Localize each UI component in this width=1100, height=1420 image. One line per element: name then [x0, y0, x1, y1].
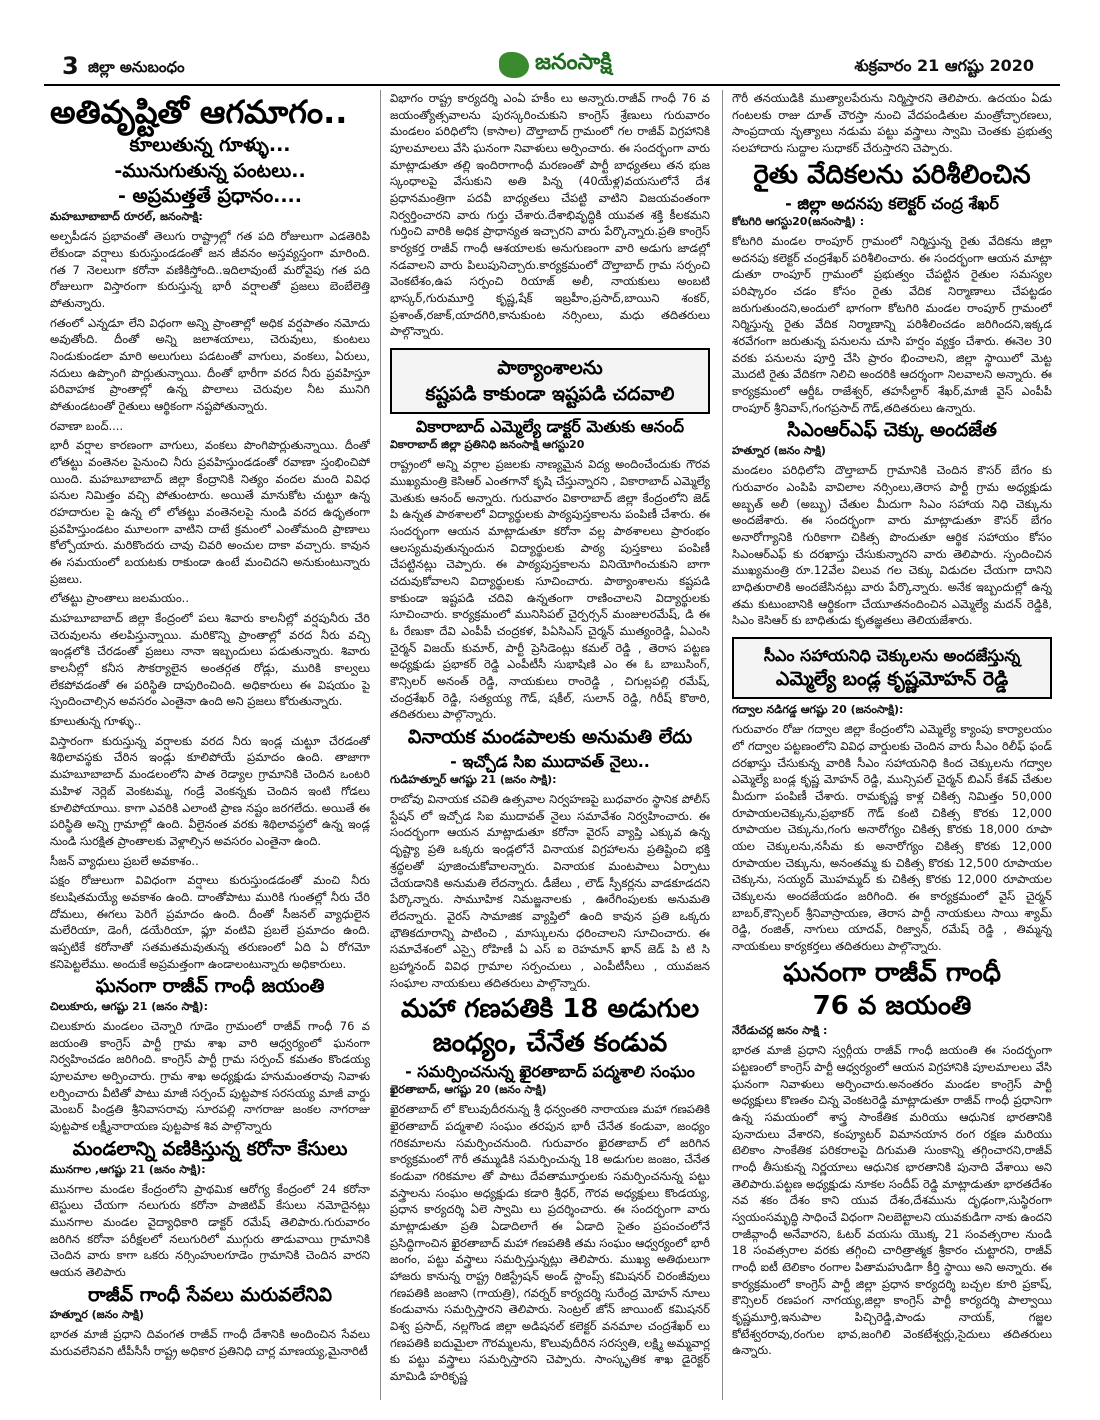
article-paragraph: సీజన్ వ్యాధులు ప్రబలే అవకాశం..	[50, 853, 199, 868]
dateline: మునగాల ,ఆగష్టు 21 (జనం సాక్షి):	[50, 1162, 206, 1176]
article-paragraph: రాష్ట్రంలో అన్ని వర్గాల ప్రజలకు నాణ్యమైన విద్య అందించేందుకు గౌరవ ముఖ్యమంత్రి కెసిఆర్ ఎంతగానో కృషి చేస్తున్నారని , వికారాబాద్ ఎమ్మెల్యే మెతుకు ఆనంద్ అన్నారు. గురువారం వికారాబాద్ జిల్లా కేంద్రంలోని జెడ్ పి ఉన్నత పాఠశాలలో విద్యార్థులకు పాఠ్యపుస్తకాలను పంపిణీ చేశారు. ఈ సందర్భంగా ఆయన మాట్లాడుతూ కరోనా వల్ల పాఠశాలలు ప్రారంభం ఆలస్యమవుతున్నందున విద్యార్థులకు పాఠ్య పుస్తకాలు పంపిణీ చేపట్టినట్లు చెప్పారు. ఈ పాఠ్యపుస్తకాలను వినియోగించుకుని బాగా చదువుకోవాలని విద్యార్థులకు సూచించారు. పాఠ్యాంశాలను కష్టపడి కాకుండా ఇష్టపడి చదివి ఉన్నతంగా రాణించాలని విద్యార్థులకు సూచించారు. కార్యక్రమంలో మునిసిపల్ చైర్పర్సన్ మంజులరమేష్, డి ఈ ఓ రేణుకా దేవి ఎంపీపీ చంద్రకళ, పిఏసిఎస్ చైర్మన్ ముత్యంరెడ్డి, ఏఎంసి చైర్మన్ విజయ్ కుమార్, పార్టీ ప్రెసిడెంట్లు కమల్ రెడ్డి , తెరాస పట్టణ అధ్యక్షుడు ప్రభాకర్ రెడ్డి ఎంపీటీసీ సుభాషిణి ఎం ఈ ఓ బాబుసింగ్, కౌన్సిలర్ అనంత్ రెడ్డి, నాయకులు రాంరెడ్డి , చిగుల్లపల్లి రమేష్, చంద్రశేఖర్ రెడ్డి, సత్యయ్య గౌడ్, షకీల్, సులాన్ రెడ్డి, గిరీష్ కొఠారి, తదితరులు పాల్గొన్నారు.	[390, 457, 710, 722]
article-paragraph: కోటగిరి మండల రాంపూర్ గ్రామంలో నిర్మిస్తున్న రైతు వేదికను జిల్లా అదనపు కలెక్టర్ చంద్రశేఖర్ పరిశీలించారు. ఈ సందర్భంగా ఆయన మాట్లా డుతూ రాంపూర్ గ్రామంలో ప్రభుత్వం చేపట్టిన రైతుల సమస్యల పరిష్కారం చడం కోసం రైతు వేదిక నిర్మాణాలు చేపట్టడం జరుగుతుందని,అందులో భాగంగా కోటగిరి మండల రాంపూర్ గ్రామంలో నిర్మిస్తున్న రైతు వేదిక నిర్మాణాన్ని పరిశీలించడం జరిగిందని,ఇక్కడ శరవేగంగా జరుతున్న పనులను చూసి హర్షం వ్యక్తం చేశారు. ఈనెల 30 వరకు పనులను పూర్తి చేసి ప్రారం భించాలని, జిల్లా స్థాయిలో మెట్ట మొదటి రైతు వేదికగా నిలిచి అందరికి ఆదర్శంగా నిలవాలని అన్నారు. ఈ కార్యక్రమంలో ఆర్డీఓ రాజేశ్వర్, తహసీల్దార్ శేఖర్,మాజీ వైస్ ఎంపీపీ రాంపూర్ శ్రీనివాస్,గంగప్రసాద్ గౌడ్,తదితరులు ఉన్నారు.	[732, 233, 1052, 415]
newspaper-logo	[499, 50, 612, 80]
headline: ఘనంగా రాజీవ్ గాంధీ జయంతి	[95, 975, 325, 998]
column-divider	[380, 90, 381, 1400]
article-paragraph: భారీ వర్షాల కారణంగా వాగులు, వంకలు పొంగిపొర్లుతున్నాయి. దీంతో లోతట్టు వంతెనల పైనుంచి నీరు ప్రవహిస్తుండడంతో రవాణా స్తంభించిపో యింది. మహబూబాబాద్ జిల్లా కేంద్రానికి నిత్యం వందల మంది వివిధ పనుల నిమిత్తం వచ్చి పోతుంటారు. అయితే మానుకోట చుట్టూ ఉన్న రహదారుల పై ఉన్న లో లోతట్టు వంతెనలపై నుండి వరద ఉధృతంగా ప్రవహిస్తుండటం మూలంగా వాటిని దాటే క్రమంలో ఎంతోమంది ప్రాణాలు కోల్పోయారు. మరికొందరు చావు చివరి అంచుల దాకా వచ్చారు. కావున ఈ సమయంలో బయటకు రాకుండా ఉంటే మంచిదని అనుకుంటున్నారు ప్రజలు.	[50, 438, 370, 586]
article-paragraph: గౌరీ తనయుడికి ముత్యాలపేరును నిర్మిస్తారని తెలిపారు. ఉదయం ఏడు గంటలకు రాజు దూత్ చౌరస్తా నుంచి వేదపండితుల మంత్రోచ్ఛారణలు, సాంప్రదాయ నృత్యాలు నడుమ పట్టు వస్త్రాలు స్వామి చెంతకు ప్రభుత్వ సలహాదారు సుద్దాల సుధాకర్ చేరుస్తారని చెప్పారు.	[732, 91, 1052, 156]
article-paragraph: గతంలో ఎన్నడూ లేని విధంగా అన్ని ప్రాంతాల్లో అధిక వర్షపాతం నమోదు అవుతోంది. దీంతో అన్ని జలాశయాలు, చెరువులు, కుంటలు నిండుకుండలా మారి అలుగులు పడటంతో వాగులు, వంకలు, ఏరులు, నదులు ఉప్పొంగి పొర్లుతున్నాయి. దీంతో భారీగా వరద నీరు ప్రవహిస్తూ పరివాహక ప్రాంతాల్లో ఉన్న పొలాలు చెరువుల నీట మునిగి పోతుండటంతో రైతులు ఆర్థికంగా నష్టపోతున్నారు.	[50, 315, 370, 414]
subheadline: - ఇచ్చోడ సిఐ ముదావత్ నైలు..	[450, 751, 650, 771]
headline: మండలాన్ని వణికిస్తున్న కరోనా కేసులు	[72, 1137, 348, 1160]
article-paragraph: విభాగం రాష్ట్ర కార్యదర్శి ఎంఏ హకీం లు అన్నారు.రాజీవ్ గాంధీ 76 వ జయంత్యోత్సవాలను పురస్కరించుకుని కాంగ్రెస్ శ్రేణులు గురువారం మండలం పరిధిలోని (కాసాల) దౌల్తాబాద్ గ్రామంలో గల రాజీవ్ విగ్రహానికి పూలమాలలు వేసి ఘనంగా నివాళులు అర్పించారు. ఈ సందర్భంగా వారు మాట్లాడుతూ తల్లి ఇందిరాగాంధీ మరణంతో పార్టీ బాధ్యతలు తన భుజ స్కంధాలపై వేసుకుని అతి పిన్న (40యేళ్ల)వయసులోనే దేశ ప్రధానమంత్రిగా పదవీ బాధ్యతలు చేపట్టి వాటిని విజయవంతంగా నిర్వర్తించారని వారు గుర్తు చేశారు.దేశాభివృద్ధికి యువత శక్తి కీలకమని గుర్తించి వారికి అధిక ప్రాధాన్యత ఇచ్చారని వారు పేర్కొన్నారు.ప్రతి కాంగ్రెస్ కార్యకర్త రాజీవ్ గాంధీ ఆశయాలకు అనుగుణంగా వారి అడుగు జాడల్లో నడవాలని వారు పిలుపునిచ్చారు.కార్యక్రమంలో దౌల్తాబాద్ గ్రామ సర్పంచి వెంకటేశం,ఉప సర్పంచి రియాజ్ అలీ, నాయకులు అంబటి భాస్కర్,గురుమూర్తి కృష్ణ,షేక్ ఇబ్రహీం,ప్రసాద్,బాయిని శంకర్, ప్రశాంత్,రజాక్,యాదగిరి,కానుకుంట నర్సింలు, మధు తదితరులు పాల్గొన్నారు.	[390, 91, 710, 339]
article-paragraph: మహబూబాబాద్ జిల్లా కేంద్రంలో పలు శివారు కాలనీల్లో వర్షపునీరు చేరి చెరువులను తలపిస్తున్నాయి. మరికొన్ని ప్రాంతాల్లో వరద నీరు వచ్చి ఇండ్లలోకి చేరడంతో ప్రజలు నానా ఇబ్బందులు పడుతున్నారు. శివారు కాలనీల్లో కనీస సౌకర్యాలైన అంతర్గత రోడ్లు, మురికి కాల్వలు లేకపోవడంతో ఈ పరిస్థితి దాపురించింది. అధికారులు ఈ విషయం పై స్పందించాల్సిన అవసరం ఎంతైనా ఉంది అని ప్రజలు కోరుతున్నారు.	[50, 611, 370, 709]
map-logo-icon	[499, 52, 529, 78]
headline: రాజీవ్ గాంధీ సేవలు మరువలేనివి	[87, 1283, 333, 1306]
headline: మహా గణపతికి 18 అడుగుల	[400, 994, 700, 1025]
article-paragraph: రవాణా బంద్....	[50, 418, 124, 433]
column-divider	[722, 90, 723, 1400]
issue-date: శుక్రవారం 21 ఆగష్టు 2020	[854, 56, 1034, 75]
column-2	[390, 90, 710, 1410]
dateline: నేరేడుచర్ల జనం సాక్షి :	[732, 1024, 828, 1038]
subheadline: వికారాబాద్ ఎమ్మెల్యే డాక్టర్ మెతుకు ఆనంద్	[415, 416, 685, 436]
headline: పాఠ్యాంశాలను	[497, 357, 603, 380]
dateline: గద్వాల నడిగడ్డ ఆగష్టు 20 (జనంసాక్షి):	[732, 703, 904, 717]
page-number: 3	[62, 52, 79, 80]
subheadline: - సమర్పించనున్న ఖైరతాబాద్ పద్మశాలి సంఘం	[405, 1061, 695, 1081]
subheadline: కూలుతున్న గూళ్ళు...	[129, 133, 291, 156]
section-name: జిల్లా అనుబంధం	[88, 58, 185, 76]
subheadline: -మునుగుతున్న పంటలు..	[114, 159, 306, 182]
headline: వినాయక మండపాలకు అనుమతి లేదు	[407, 725, 693, 748]
headline: సీఎం సహాయనిధి చెక్కులను అందజేస్తున్న	[763, 645, 1021, 665]
article-paragraph: లోతట్టు ప్రాంతాలు జలమయం..	[50, 591, 189, 606]
subheadline: - అప్రమత్తతే ప్రధానం....	[117, 185, 302, 208]
dateline: ఖైరతాబాద్, ఆగష్టు 20 (జనం సాక్షి)	[390, 1083, 547, 1097]
headline-box	[390, 348, 710, 414]
subheadline: - జిల్లా అదనపు కలెక్టర్ చంద్ర శేఖర్	[785, 193, 999, 213]
headline: కష్టపడి కాకుండా ఇష్టపడి చదవాలి	[425, 382, 675, 405]
headline: 76 వ జయంతి	[812, 991, 972, 1022]
dateline: కోటగిరి ఆగస్టు20(జనంసాక్షి) :	[732, 214, 865, 228]
masthead	[44, 44, 1060, 84]
headline: సిఎంఆర్ఎఫ్ చెక్కు అందజేత	[787, 419, 997, 442]
headline: జంధ్యం, చేనేత కండువ	[432, 1028, 668, 1059]
dateline: చిలుకూరు, ఆగష్టు 21 (జనం సాక్షి):	[50, 1000, 208, 1014]
dateline: గుడిహత్నూర్ ఆగష్టు 21 (జనం సాక్షి):	[390, 773, 557, 787]
dateline: వికారాబాద్ జిల్లా ప్రతినిధి జనంసాక్షి ఆగస్టు20	[390, 438, 585, 452]
article-paragraph: కూలుతున్న గూళ్ళు..	[50, 714, 142, 729]
masthead-rule	[44, 84, 1060, 86]
article-paragraph: చిలుకూరు మండలం చెన్నారి గూడెం గ్రామంలో రాజీవ్ గాంధీ 76 వ జయంతి కాంగ్రెస్ పార్టీ గ్రామ శాఖ వారి ఆధ్వర్యంలో ఘనంగా నిర్వహించడం జరిగింది. కాంగ్రెస్ పార్టీ గ్రామ సర్పంచ్ కమతం కొండయ్య పూలమాల అర్పించారు. గ్రామ శాఖ అధ్యక్షుడు హనుమంతరావు నివాళు లర్పించారు వీటితో పాటు మాజీ సర్పంచ్ పుట్టపాక సరసయ్య మాజీ వార్డు మెంబర్ పిండ్రతి శ్రీనివాసరావు సూరపల్లి నాగరాజు జంకల నాగరాజు పుట్టపాక లక్ష్మీనారాయణ పుట్టపాక శివ పాల్గొన్నారు	[50, 1019, 370, 1134]
logo-text: జనంసాక్షి	[535, 50, 612, 75]
article-paragraph: మండలం పరిధిలోని దౌల్తాబాద్ గ్రామానికి చెందిన కౌసర్ బేగం కు గురువారం ఎంపిపి వావిలాల నర్సింలు,తెరాస పార్టీ గ్రామ అధ్యక్షుడు అబ్బత్ అలీ (అబ్బు) చేతుల మీదుగా సిఎం సహాయ నిధి చెక్కును అందజేశారు. ఈ సందర్భంగా వారు మాట్లాడుతూ కౌసర్ బేగం అనారోగ్యానికి గురికాగా చికిత్స పొందుతూ ఆర్థిక సహాయం కోసం సిఎంఆర్ఎఫ్ కు దరఖాస్తు చేసుకున్నారని వారు తెలిపారు. స్పందించిన ముఖ్యమంత్రి రూ.12వేల విలువ గల చెక్కు విడుదల చేయగా దానిని బాధితురాలికి అందజేసినట్లు వారు పేర్కొన్నారు. అనేక ఇబ్బందుల్లో ఉన్న తమ కుటుంబానికి ఆర్థికంగా చేయూతనందించిన ఎమ్మెల్యే మదన్ రెడ్డికి, సిఎం కెసిఆర్ కు బాధితుడు కృతజ్ఞతలు తెలియజేశారు.	[732, 463, 1052, 628]
article-paragraph: పక్షం రోజులుగా వివిధంగా వర్షాలు కురుస్తుండడంతో మంచి నీరు కలుషితమయ్యే అవకాశం ఉంది. దాంతోపాటు మురికి గుంతల్లో నీరు చేరి దోమలు, ఈగలు పెరిగే ప్రమాదం ఉంది. దీంతో సీజనల్ వ్యాధులైన మలేరియా, డెంగీ, డయేరియా, ఫ్లూ వంటివి ప్రబలే ప్రమాదం ఉంది. ఇప్పటికే కరోనాతో సతమతమవుతున్న తరుణంలో ఏది ఏ రోగమో కనిపెట్టలేము. అందుకే అప్రమత్తంగా ఉండాలంటున్నారు అధికారులు.	[50, 873, 370, 971]
dateline: హత్నూర (జనం సాక్షి)	[50, 1308, 144, 1322]
article-paragraph: రాబోవు వినాయక చవితి ఉత్సవాల నిర్వహణపై బుధవారం స్థానిక పోలీస్ స్టేషన్ లో ఇచ్చోడ సిఐ ముదావత్ నైలు సమావేశం నిర్వహించారు. ఈ సందర్భంగా ఆయన మాట్లాడుతూ కరోనా వైరస్ వ్యాప్తి ఎక్కువ ఉన్న దృష్ట్యా ప్రతి ఒక్కరు ఇండ్లలోనే వినాయక విగ్రహాలను ప్రతిష్టించి భక్తి శ్రద్ధలతో పూజించుకోవాలన్నారు. వినాయక మంటపాలు ఏర్పాటు చేయడానికి అనుమతి లేదన్నారు. డీజేలు , లౌడ్ స్పీకర్లను వాడకూడదని పేర్కొన్నారు. సామూహిక నిమజ్జనాలకు , ఊరేగింపులకు అనుమతి లేదన్నారు. వైరస్ సామాజిక వ్యాప్తిలో ఉంది కావున ప్రతి ఒక్కరు భౌతికదూరాన్ని పాటించి , మాస్కులను ధరించాలని సూచించారు. ఈ సమావేశంలో ఎస్సై రోహిణీ ఏ ఎస్ ఐ రెహమాన్ ఖాన్ జెడ్ పి టి సి బ్రహ్మానంద్ వివిధ గ్రామాల సర్పంచులు , ఎంపీటీసీలు , యువజన సంఘాల నాయకులు తదితరులు పాల్గొన్నారు.	[390, 792, 710, 990]
headline: ఎమ్మెల్యే బండ్ల కృష్ణమోహన్ రెడ్డి	[775, 668, 1009, 691]
column-3	[732, 90, 1052, 1410]
dateline: హత్నూర (జనం సాక్షి)	[732, 444, 826, 458]
article-paragraph: భారత మాజీ ప్రధాని దివంగత రాజీవ్ గాంధీ దేశానికి అందించిన సేవలు మరువలేనివని టీపీసీసీ రాష్ట్ర అధికార ప్రతినిధి చార్ల మాణయ్య,మైనారిటీ	[50, 1327, 370, 1359]
article-paragraph: అల్పపీడన ప్రభావంతో తెలుగు రాష్ట్రాల్లో గత పది రోజులుగా ఎడతెరిపి లేకుండా వర్షాలు కురుస్తుండడంతో జన జీవనం అస్తవ్యస్తంగా మారింది. గత 7 నెలలుగా కరోనా వణికిస్తోంది..ఇదిలావుంటే మరోవైపు గత పది రోజులుగా విస్తారంగా కురుస్తున్న భారీ వర్షాలతో ప్రజలు బెంబేలెత్తి పోతున్నారు.	[50, 229, 370, 311]
headline: ఘనంగా రాజీవ్ గాంధీ	[782, 957, 1002, 988]
headline: అతివృష్టితో ఆగమాగం..	[50, 93, 348, 131]
article-paragraph: ఖైరతాబాద్ లో కొలువుదీరనున్న శ్రీ ధన్వంతరి నారాయణ మహా గణపతికి ఖైరతాబాద్ పద్మశాలి సంఘం తరపున భారీ చేనేత కండువా, జంధ్యం గరికమాలను సమర్పించనుంది. గురువారం ఖైరతాబాద్ లో జరిగిన కార్యక్రమంలో గౌరీ తమ్ముడికి సమర్పించున్న 18 అడుగుల జంజం, చేనేత కండువా గరికమాల తో పాటు దేవతామూర్తులకు సమర్పించనున్న పట్టు వస్త్రాలను సంఘం అధ్యక్షుడు కడారి శ్రీధర్, గౌరవ అధ్యక్షులు కొండయ్య, ప్రధాన కార్యదర్శి ఏలె స్వామి లు ప్రదర్శించారు. ఈ సందర్భంగా వారు మాట్లాడుతూ ప్రతి ఏడాదిలాగే ఈ ఏడాది సైతం ప్రపంచంలోనే ప్రసిద్ధిగాంచిన ఖైరతాబాద్ మహా గణపతికి తమ సంఘం ఆధ్వర్యంలో భారీ జంగం, పట్టు వస్త్రాలు సమర్పిస్తున్నట్లు తెలిపారు. ముఖ్య అతిథులుగా హాజరు కానున్న రాష్ట్ర రిజిస్ట్రేషన్ అండ్ స్టాంప్స్ కమిషనర్ చిరంజీవులు గణపతికి జంజాని (గాయత్రి), గవర్నర్ కార్యదర్శి సురేంద్ర మోహన్ నూలు కండువాను సమర్పిస్తారని తెలిపారు. సెంట్రల్ జోన్ జాయింట్ కమిషనర్ విశ్వ ప్రసాద్, నల్లగొండ జిల్లా అడిషనల్ కలెక్టర్ వనమాల చంద్రశేఖర్ లు గణపతికి ఐదుమైలా గౌరమ్మలను, కొలువుదీరిన సరస్వతి, లక్ష్మి అమ్మవార్ల కు పట్టు వస్త్రాలు సమర్పిస్తారని చెప్పారు. సాంస్కృతిక శాఖ డైరెక్టర్ మామిడి హరికృష్ణ	[390, 1102, 710, 1384]
article-paragraph: మునగాల మండల కేంద్రంలోని ప్రాథమిక ఆరోగ్య కేంద్రంలో 24 కరోనా టెస్టులు చేయగా నలుగురు కరోనా పాజిటివ్ కేసులు నమోదైనట్లు మునగాల మండల వైద్యాధికారి డాక్టర్ రమేష్ తెలిపారు.గురువారం జరిగిన కరోనా పరీక్షలలో నలుగురిలో ముగ్గురు తాడువాయి గ్రామానికి చెందిన వారు కాగా ఒకరు నర్సింహులగూడెం గ్రామానికి చెందిన వారని ఆయన తెలిపారు	[50, 1181, 370, 1279]
headline: రైతు వేదికలను పరిశీలించిన	[753, 159, 1031, 190]
headline-box	[732, 637, 1052, 699]
dateline: మహబూబాబాద్ రూరల్, జనంసాక్షి:	[50, 210, 203, 224]
column-1	[50, 90, 370, 1410]
article-paragraph: విస్తారంగా కురుస్తున్న వర్షాలకు వరద నీరు ఇండ్ల చుట్టూ చేరడంతో శిథిలావస్థకు చేరిన ఇండ్లు కూలిపోయే ప్రమాదం ఉంది. తాజాగా మహబూబాబాద్ మండలంలోని పాత రెడ్యాల గ్రామానికి చెందిన ఒంటరి మహిళ నెర్లెబ్ వెంకటమ్మ, గండ్రే వెంకన్నకు చెందిన ఇంటి గోడలు కూలిపోయాయి. కాగా ఎవరికి ఎలాంటి ప్రాణ నష్టం జరగలేదు. అయితే ఈ పరిస్థితి అన్ని గ్రామాల్లో ఉంది. వీలైనంత వరకు శిథిలావస్థలో ఉన్న ఇండ్ల నుండి సురక్షిత ప్రాంతాలకు వెళ్లాల్సిన అవసరం ఎంతైనా ఉంది.	[50, 733, 370, 848]
article-paragraph: గురువారం రోజు గద్వాల జిల్లా కేంద్రంలోని ఎమ్మెల్యే క్యాంపు కార్యాలయం లో గద్వాల పట్టణంలోని వివిధ వార్డులకు చెందిన వారు సీఎం రిలీఫ్ ఫండ్ దరఖాస్తు చేసుకున్న వారికి సీఎం సహాయనిధి కింద చెక్కులను గద్వాల ఎమ్మెల్యే బండ్ల కృష్ణ మోహన్ రెడ్డి, మున్సిపల్ చైర్మన్ బిఎస్ కేశవ్ చేతుల మీదుగా పంపిణీ చేశారు. రామకృష్ణ కాళ్ల చికిత్స నిమిత్తం 50,000 రూపాయలచెక్కును,ప్రభాకర్ గౌడ్ కంటి చికిత్స కొరకు 12,000 రూపాయల చెక్కును,గంగు అనారోగ్యం చికిత్స కొరకు 18,000 రూపా యల చెక్కులను,నసీమ కు అనారోగ్యం చికిత్స కొరకు 12,000 రూపాయల చెక్కును, అనంతమ్మ కు చికిత్స కొరకు 12,500 రూపాయల చెక్కును, సయ్యద్ మొహమ్మద్ కు చికిత్స కొరకు 12,000 రూపాయల చెక్కులను అందజేయడం జరిగింది. ఈ కార్యక్రమంలో వైస్ చైర్మన్ బాబర్,కౌన్సిలర్ శ్రీనివాస్రాయణ, తెరాస పార్టీ నాయకులు సాయి శ్యామ్ రెడ్డి, రంజిత్, నాగులు యాదవ్, రిజ్వాన్, రమేష్ రెడ్డి , తిమ్మన్న నాయకులు కార్యకర్తలు తదితరులు పాల్గొన్నారు.	[732, 722, 1052, 953]
article-paragraph: భారత మాజీ ప్రధాని స్వర్గీయ రాజీవ్ గాంధీ జయంతి ఈ సందర్భంగా పట్టణంలో కాంగ్రెస్ పార్టీ ఆధ్వర్యంలో ఆయన విగ్రహానికి పూలమాలలు వేసి ఘనంగా నివాళులు అర్పించారు.అనంతరం మండల కాంగ్రెస్ పార్టీ అధ్యక్షులు కొణతం చిన్న వెంకటరెడ్డి మాట్లాడుతూ రాజీవ్ గాంధీ ప్రధానిగా ఉన్న సమయంలో శాస్త్ర సాంకేతిక మరియు ఆధునిక భారతానికి పునాదులు వేశారని, కంప్యూటర్ విమానయాన రంగ రక్షణ మరియు టెలికాం సాంకేతిక పరికరాలపై దిగుమతి సుంకాన్ని తగ్గించారని,రాజీవ్ గాంధీ తీసుకున్న నిర్ణయాలు ఆధునిక భారతానికి పునాది వేశాయి అని తెలిపారు.పట్టణ అధ్యక్షుడు నూకల సందీప్ రెడ్డి మాట్లాడుతూ భారతదేశం నవ శకం దేశం కాని యువ దేశం,దేశమును దృఢంగా,సుస్థిరంగా స్వయంసమృద్ధి సాధించే విధంగా నిలబెట్టాలని యువకుడిగా నాకు ఉందని రాజీవ్గాంధీ అనేవారని, ఓటర్ వయసు యొక్క 21 సంవత్సరాల నుండి 18 సంవత్సరాల వరకు తగ్గించి చారిత్రాత్మక శ్రీకారం చుట్టారని, రాజీవ్ గాంధీ ఐటీ టెలికాం రంగాల పితామహుడిగా కీర్తి స్థాయి అని అన్నారు. ఈ కార్యక్రమంలో కాంగ్రెస్ పార్టీ జిల్లా ప్రధాన కార్యదర్శి బచ్చల కూరి ప్రకాష్, కౌన్సిలర్ రణపంగ నాగయ్య,జిల్లా కాంగ్రెస్ పార్టీ కార్యదర్శి పాల్వాయి కృష్ణమూర్తి,ఇనుపాల పిచ్చిరెడ్డి,పాండు నాయక్, గజ్జల కోటేశ్వరరావు,రంగుల భావ,జంగిలి వెంకటేశ్వర్లు,సైదులు తదితరులు ఉన్నారు.	[732, 1043, 1052, 1358]
